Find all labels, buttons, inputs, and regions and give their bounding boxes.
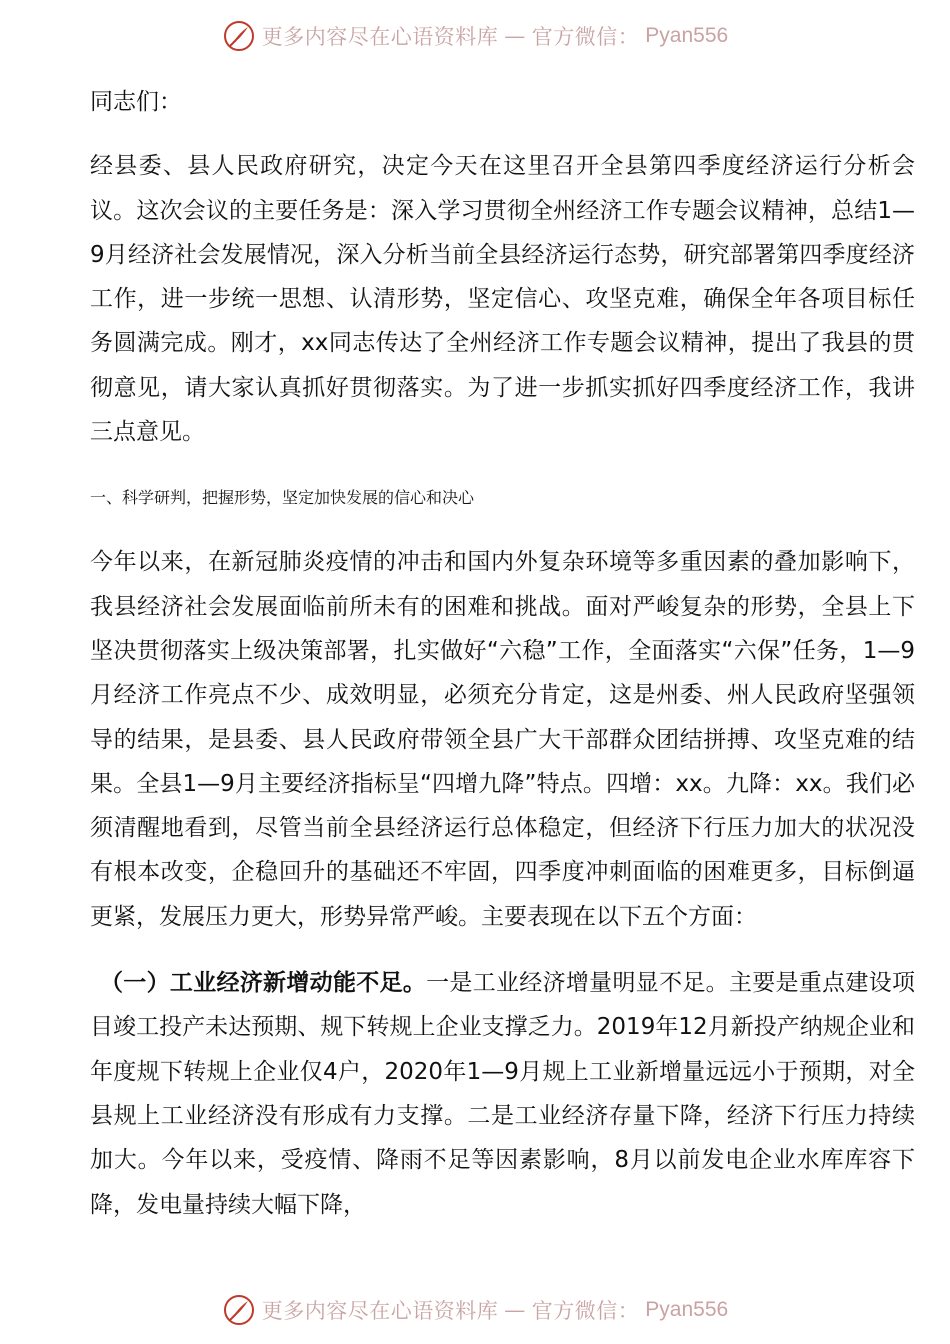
banner-separator: — — [504, 24, 526, 48]
intro-paragraph: 经县委、县人民政府研究，决定今天在这里召开全县第四季度经济运行分析会议。这次会议的主要任务是：深入学习贯彻全州经济工作专题会议精神，总结1—9月经济社会发展情况，深入分析当前全县经济运行态势，研究部署第四季度经济工作，进一步统一思想、认清形势，坚定信心、攻坚克难，确保全年各项目标任务圆满完成。刚才，xx同志传达了全州经济工作专题会议精神，提出了我县的贯彻意见，请大家认真抓好贯彻落实。为了进一步抓实抓好四季度经济工作，我讲三点意见。 — [90, 153, 915, 446]
banner-wechat-id: Pyan556 — [645, 1298, 729, 1321]
document-body — [90, 80, 915, 1227]
header-watermark-banner — [0, 16, 950, 56]
banner-wechat-id: Pyan556 — [645, 24, 729, 47]
subsection-body: 一是工业经济增量明显不足。主要是重点建设项目竣工投产未达预期、规下转规上企业支撑乏力。2019年12月新投产纳规企业和年度规下转规上企业仅4户，2020年1—9月规上工业新增量远远小于预期，对全县规上工业经济没有形成有力支撑。二是工业经济存量下降，经济下行压力持续加大。今年以来，受疫情、降雨不足等因素影响，8月以前发电企业水库库容下降，发电量持续大幅下降， — [90, 970, 916, 1218]
banner-wechat-label: 官方微信： — [531, 25, 640, 49]
footer-watermark-banner — [0, 1290, 950, 1330]
quill-logo-icon — [222, 1293, 256, 1327]
banner-title: 更多内容尽在心语资料库 — [261, 25, 499, 49]
subsection-paragraph — [90, 961, 915, 1227]
banner-separator: — — [504, 1298, 526, 1322]
section-paragraph: 今年以来，在新冠肺炎疫情的冲击和国内外复杂环境等多重因素的叠加影响下，我县经济社会发展面临前所未有的困难和挑战。面对严峻复杂的形势，全县上下坚决贯彻落实上级决策部署，扎实做好“六稳”工作，全面落实“六保”任务，1—9月经济工作亮点不少、成效明显，必须充分肯定，这是州委、州人民政府坚强领导的结果，是县委、县人民政府带领全县广大干部群众团结拼搏、攻坚克难的结果。全县1—9月主要经济指标呈“四增九降”特点。四增：xx。九降：xx。我们必须清醒地看到，尽管当前全县经济运行总体稳定，但经济下行压力加大的状况没有根本改变，企稳回升的基础还不牢固，四季度冲刺面临的困难更多，目标倒逼更紧，发展压力更大，形势异常严峻。主要表现在以下五个方面： — [90, 549, 915, 930]
section-heading: 一、科学研判，把握形势，坚定加快发展的信心和决心 — [90, 488, 475, 508]
banner-title: 更多内容尽在心语资料库 — [261, 1299, 499, 1323]
banner-wechat-label: 官方微信： — [531, 1299, 640, 1323]
quill-logo-icon — [222, 19, 256, 53]
greeting: 同志们： — [90, 89, 182, 115]
subsection-lead: （一）工业经济新增动能不足。 — [100, 970, 427, 997]
